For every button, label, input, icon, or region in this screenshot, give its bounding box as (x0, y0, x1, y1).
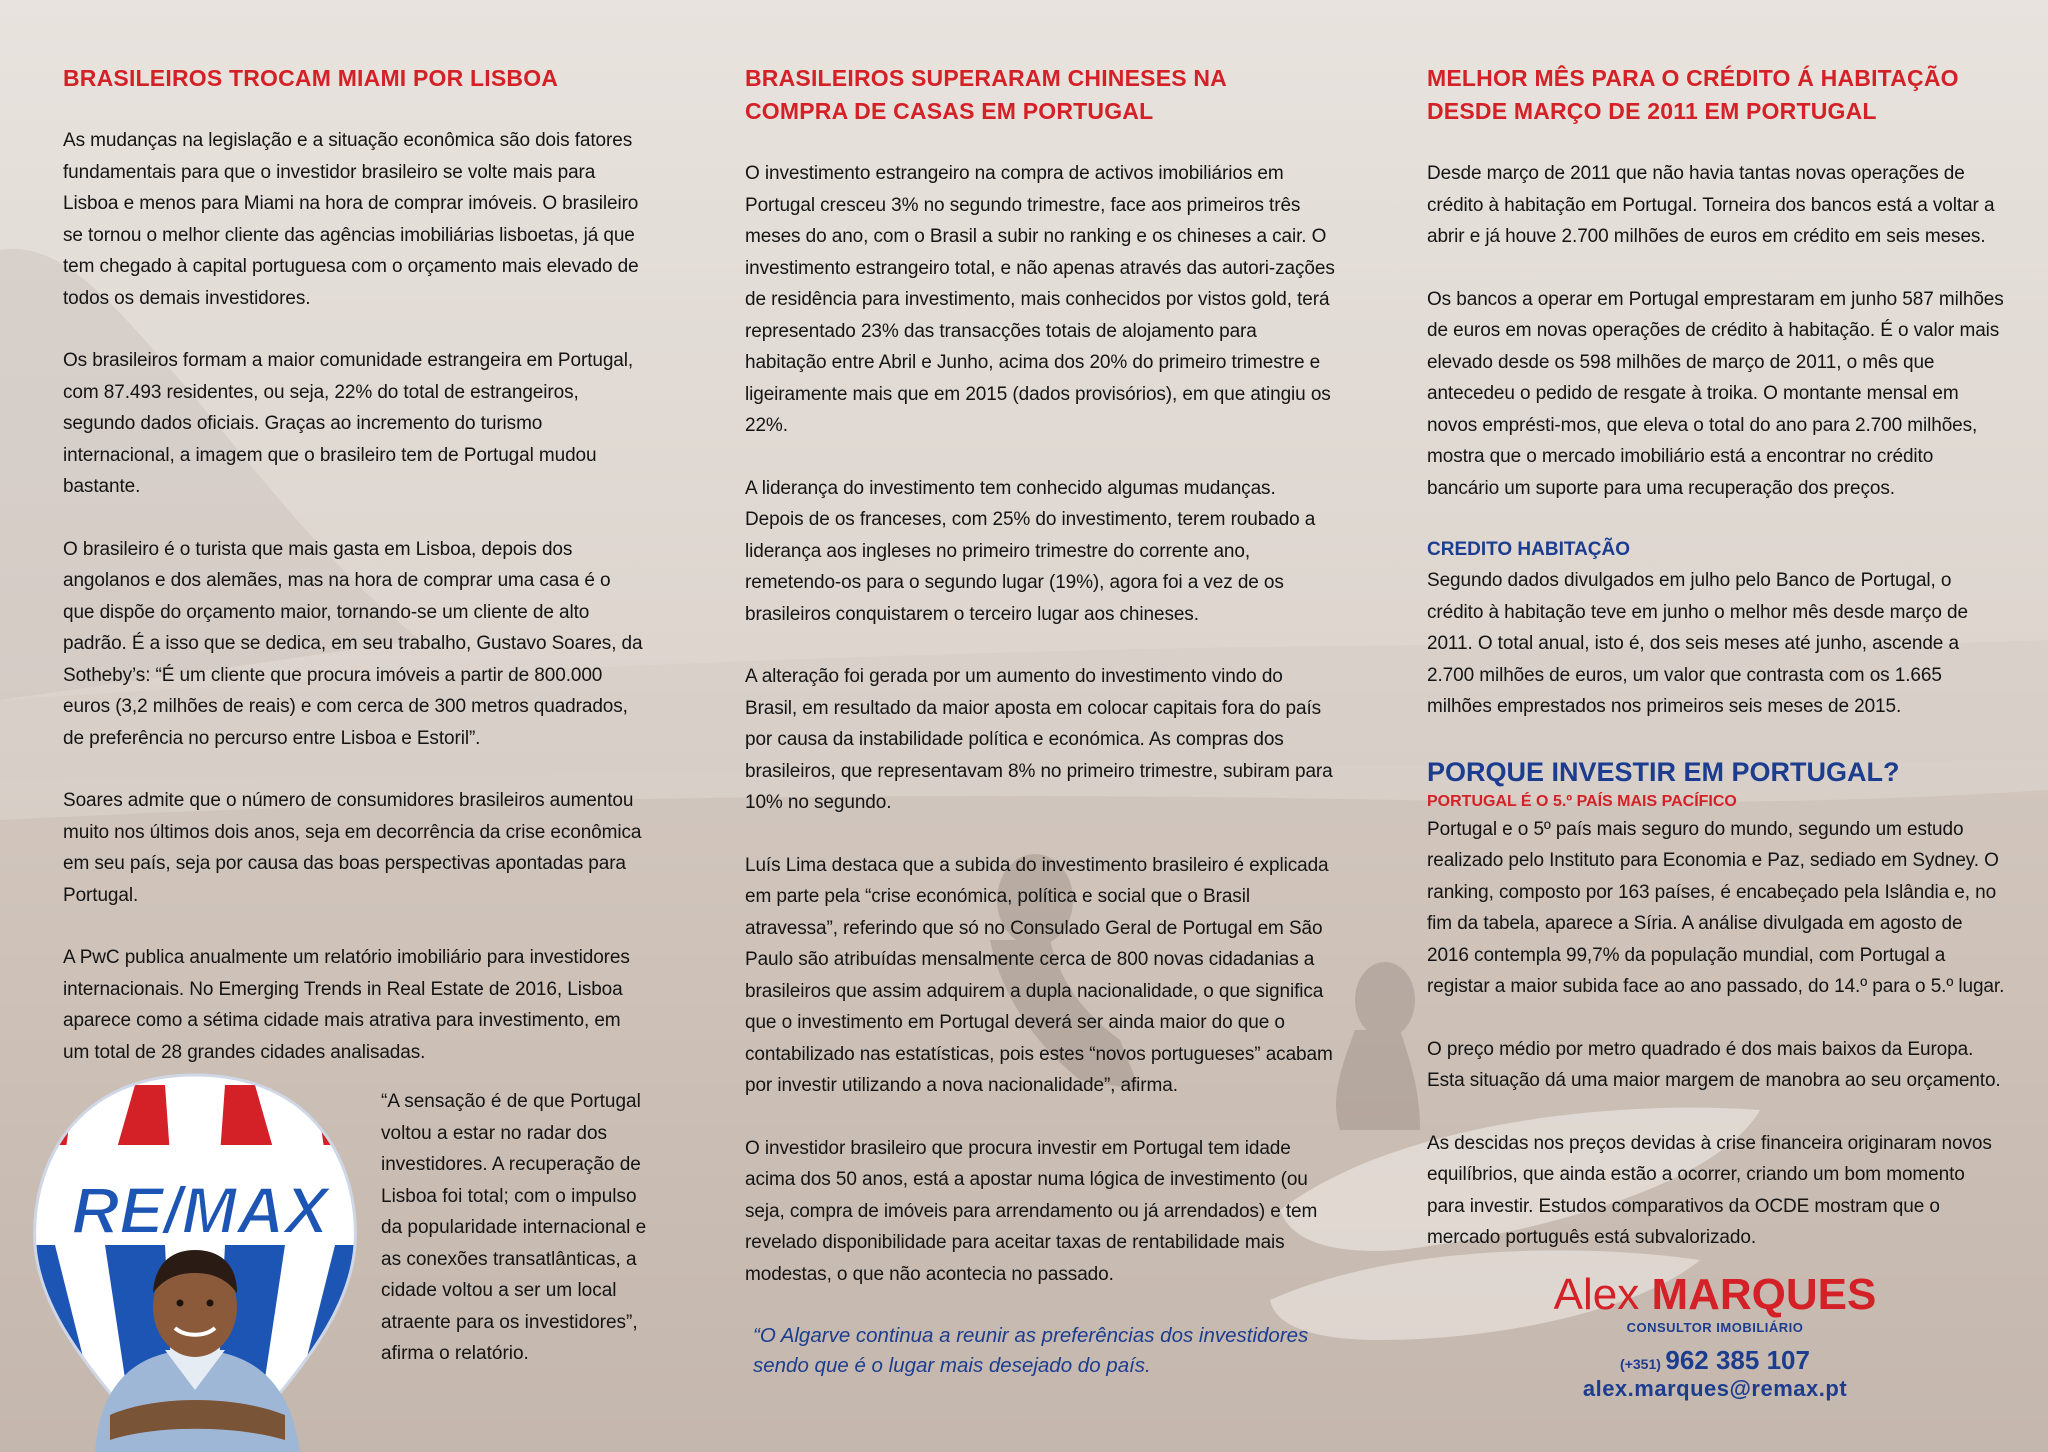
column3-paragraph: Os bancos a operar em Portugal emprestaram em junho 587 milhões de euros em novas operações de crédito à habitação. É o valor mais elevado desde os 598 milhões de março de 2011, o mês que antecedeu o pedido de resgate à troika. O montante mensal em novos emprésti-mos, que eleva o total do ano para 2.700 milhões, mostra que o mercado imobiliário está a encontrar no crédito bancário um suporte para uma recuperação dos preços. (1427, 288, 2004, 499)
agent-email[interactable]: alex.marques@remax.pt (1582, 1376, 1848, 1401)
agent-phone[interactable] (1480, 1345, 1950, 1376)
column3-paragraph: Desde março de 2011 que não havia tantas novas operações de crédito à habitação em Portugal. Torneira dos bancos está a voltar a abrir e já houve 2.700 milhões de euros em crédito em seis meses. (1427, 163, 1995, 247)
column1-paragraph: O brasileiro é o turista que mais gasta em Lisboa, depois dos angolanos e dos alemães, mas na hora de comprar uma casa é o que dispõe do orçamento maior, tornando-se um cliente de alto padrão. É a isso que se dedica, em seu trabalho, Gustavo Soares, da Sotheby’s: “É um cliente que procura imóveis a partir de 800.000 euros (3,2 milhões de reais) e com cerca de 300 metros quadrados, de preferência no percurso entre Lisboa e Estoril”. (63, 538, 643, 749)
invest-subheading: PORTUGAL É O 5.º PAÍS MAIS PACÍFICO (1427, 792, 1737, 810)
credito-paragraph: Segundo dados divulgados em julho pelo Banco de Portugal, o crédito à habitação teve em junho o melhor mês desde março de 2011. O total anual, isto é, dos seis meses até junho, ascende a 2.700 milhões de euros, um valor que contrasta com os 1.665 milhões emprestados nos primeiros seis meses de 2015. (1427, 570, 1968, 717)
agent-name (1480, 1270, 1950, 1320)
column1-title: BRASILEIROS TROCAM MIAMI POR LISBOA (63, 65, 559, 91)
column-credito-habitacao (1427, 62, 2007, 1285)
report-quote: “A sensação é de que Portugal voltou a estar no radar dos investidores. A recuperação de Lisboa foi total; com o impulso da popularidade internacional e as conexões transatlânticas, a cidade voltou a ser um local atraente para os investidores”, afirma o relatório. (381, 1091, 647, 1364)
column2-paragraph: O investidor brasileiro que procura investir em Portugal tem idade acima dos 50 anos, está a apostar numa lógica de investimento (ou seja, compra de imóveis para arrendamento ou já arrendados) e tem revelado disponibilidade para aceitar taxas de rentabilidade mais modestas, o que não acontecia no passado. (745, 1137, 1318, 1285)
credito-subheading: CREDITO HABITAÇÃO (1427, 539, 1631, 560)
phone-prefix: (+351) (1620, 1356, 1661, 1372)
agent-first-name: Alex (1553, 1270, 1640, 1319)
invest-paragraph: Portugal e o 5º país mais seguro do mundo, segundo um estudo realizado pelo Instituto para Economia e Paz, sediado em Sydney. O ranking, composto por 163 países, é encabeçado pela Islândia e, no fim da tabela, aparece a Síria. A análise divulgada em agosto de 2016 contempla 99,7% da população mundial, com Portugal a registar a maior subida face ao ano passado, do 14.º para o 5.º lugar. (1427, 818, 2005, 997)
algarve-quote: “O Algarve continua a reunir as preferências dos investidores sendo que é o lugar mais desejado do país. (753, 1324, 1309, 1377)
remax-balloon-logo (15, 1045, 375, 1452)
column-brasileiros-miami (63, 62, 643, 1099)
agent-contact (1480, 1270, 1950, 1402)
column1-paragraph: A PwC publica anualmente um relatório imobiliário para investidores internacionais. No Emerging Trends in Real Estate de 2016, Lisboa aparece como a sétima cidade mais atrativa para investimento, em um total de 28 grandes cidades analisadas. (63, 947, 630, 1063)
column-brasileiros-chineses (745, 62, 1335, 1381)
invest-paragraph: As descidas nos preços devidas à crise financeira originaram novos equilíbrios, que ainda estão a ocorrer, criando um bom momento para investir. Estudos comparativos da OCDE mostram que o mercado português está subvalorizado. (1427, 1132, 1992, 1248)
column2-paragraph: Luís Lima destaca que a subida do investimento brasileiro é explicada em parte pela “crise económica, política e social que o Brasil atravessa”, referindo que só no Consulado Geral de Portugal em São Paulo são atribuídas mensalmente cerca de 800 novas cidadanias a brasileiros que assim adquirem a dupla nacionalidade, o que significa que o investimento em Portugal deverá ser ainda maior do que o contabilizado nas estatísticas, pois estes “novos portugueses” acabam por investir utilizando a nova nacionalidade”, afirma. (745, 854, 1333, 1096)
column2-paragraph: A liderança do investimento tem conhecido algumas mudanças. Depois de os franceses, com 25% do investimento, terem roubado a liderança aos ingleses no primeiro trimestre do corrente ano, remetendo-os para o segundo lugar (19%), agora foi a vez de os brasileiros conquistarem o terceiro lugar aos chineses. (745, 477, 1316, 625)
column1-paragraph: Soares admite que o número de consumidores brasileiros aumentou muito nos últimos dois anos, seja em decorrência da crise econômica em seu país, seja por causa das boas perspectivas apontadas para Portugal. (63, 790, 642, 906)
column2-title: BRASILEIROS SUPERARAM CHINESES NA COMPRA DE CASAS EM PORTUGAL (745, 65, 1227, 124)
column2-paragraph: A alteração foi gerada por um aumento do investimento vindo do Brasil, em resultado da maior aposta em colocar capitais fora do país por causa da instabilidade política e económica. As compras dos brasileiros, que representavam 8% no primeiro trimestre, subiram para 10% no segundo. (745, 666, 1333, 813)
column1-paragraph: Os brasileiros formam a maior comunidade estrangeira em Portugal, com 87.493 residentes, ou seja, 22% do total de estrangeiros, segundo dados oficiais. Graças ao incremento do turismo internacional, a imagem que o brasileiro tem de Portugal mudou bastante. (63, 350, 634, 497)
agent-role: CONSULTOR IMOBILIÁRIO (1626, 1320, 1804, 1335)
invest-heading: PORQUE INVESTIR EM PORTUGAL? (1427, 756, 1900, 787)
remax-logo-text: RE/MAX (71, 1173, 329, 1247)
column1-paragraph: As mudanças na legislação e a situação econômica são dois fatores fundamentais para que o investidor brasileiro se volte mais para Lisboa e menos para Miami na hora de comprar imóveis. O brasileiro se tornou o melhor cliente das agências imobiliárias lisboetas, já que tem chegado à capital portuguesa com o orçamento mais elevado de todos os demais investidores. (63, 130, 639, 309)
phone-number: 962 385 107 (1665, 1345, 1810, 1375)
agent-last-name: MARQUES (1651, 1270, 1877, 1319)
column2-paragraph: O investimento estrangeiro na compra de activos imobiliários em Portugal cresceu 3% no segundo trimestre, face aos primeiros três meses do ano, com o Brasil a subir no ranking e os chineses a cair. O investimento estrangeiro total, e não apenas através das autori-zações de residência para investimento, mais conhecidos por vistos gold, terá representado 23% das transacções totais de alojamento para habitação entre Abril e Junho, acima dos 20% do primeiro trimestre e ligeiramente mais que em 2015 (dados provisórios), em que atingiu os 22%. (745, 163, 1335, 436)
column3-title: MELHOR MÊS PARA O CRÉDITO Á HABITAÇÃO DESDE MARÇO DE 2011 EM PORTUGAL (1427, 65, 1959, 124)
invest-paragraph: O preço médio por metro quadrado é dos mais baixos da Europa. Esta situação dá uma maior margem de manobra ao seu orçamento. (1427, 1038, 2001, 1091)
